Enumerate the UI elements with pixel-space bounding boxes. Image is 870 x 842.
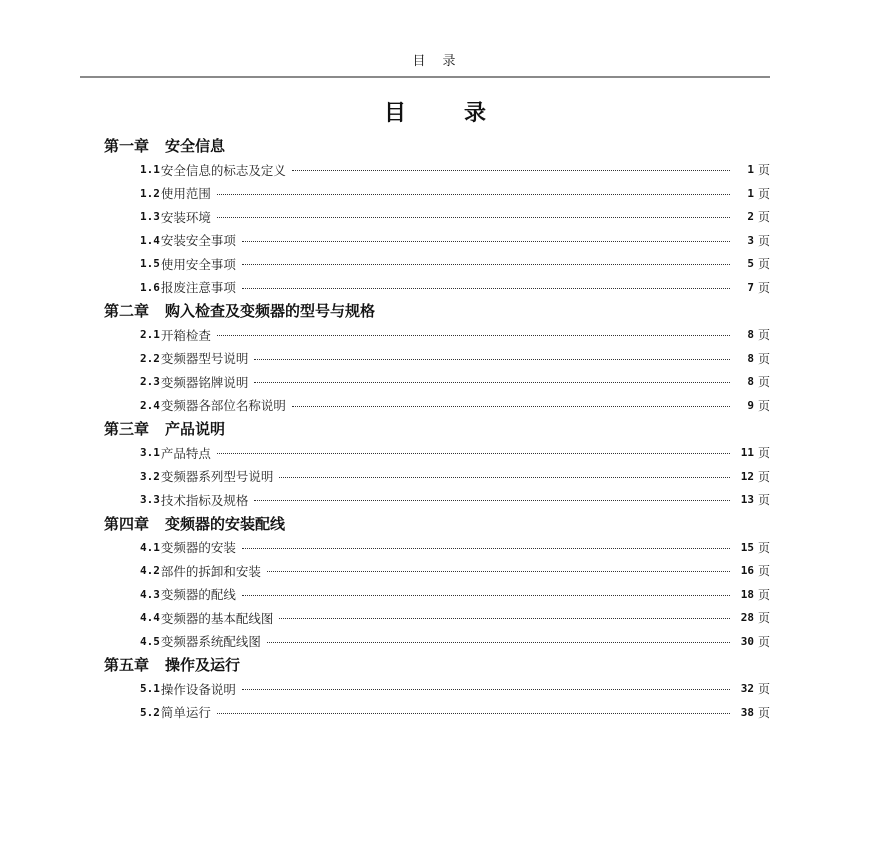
page-unit: 页 [757, 280, 770, 295]
page-unit: 页 [757, 634, 770, 649]
chapter-heading[interactable] [104, 134, 770, 158]
page-unit: 页 [757, 186, 770, 201]
page-unit: 页 [757, 493, 770, 508]
page-number: 18 [740, 587, 754, 601]
page-unit: 页 [757, 469, 770, 484]
page-unit: 页 [757, 351, 770, 366]
page-number: 15 [740, 540, 754, 554]
dot-leader [242, 241, 730, 242]
chapter-title: 操作及运行 [165, 656, 241, 674]
toc-entry[interactable] [104, 205, 770, 229]
table-of-contents [104, 134, 770, 724]
section-number: 2.4 [140, 398, 160, 412]
page-unit: 页 [757, 233, 770, 248]
dot-leader [254, 500, 730, 501]
dot-leader [292, 406, 730, 407]
toc-entry[interactable] [104, 394, 770, 418]
section-number: 3.1 [140, 446, 160, 460]
toc-entry[interactable] [104, 559, 770, 583]
dot-leader [292, 170, 730, 171]
section-number: 2.1 [140, 328, 160, 342]
section-number: 2.2 [140, 351, 160, 365]
section-number: 4.1 [140, 540, 160, 554]
chapter-number: 第五章 [104, 656, 150, 674]
page-number: 11 [740, 446, 754, 460]
chapter-title: 产品说明 [165, 420, 226, 438]
toc-entry[interactable] [104, 252, 770, 276]
section-number: 1.2 [140, 186, 160, 200]
section-title: 变频器的安装 [160, 540, 236, 556]
section-number: 1.4 [140, 233, 160, 247]
page-number: 5 [747, 257, 754, 271]
chapter-title: 变频器的安装配线 [165, 514, 286, 533]
chapter-heading[interactable] [104, 417, 770, 441]
page-title-right: 录 [464, 101, 487, 126]
dot-leader [217, 217, 730, 218]
dot-leader [217, 335, 730, 336]
page-number: 9 [747, 398, 754, 412]
section-title: 变频器的基本配线图 [160, 610, 274, 626]
page-number: 38 [740, 705, 754, 719]
dot-leader [267, 642, 730, 643]
section-title: 部件的拆卸和安装 [160, 563, 261, 579]
section-title: 报废注意事项 [160, 280, 236, 296]
dot-leader [242, 689, 730, 690]
page-unit: 页 [757, 682, 770, 697]
toc-entry[interactable] [104, 536, 770, 560]
chapter-heading[interactable] [104, 653, 770, 677]
section-number: 1.1 [140, 163, 160, 177]
toc-entry[interactable] [104, 347, 770, 371]
page-number: 12 [740, 469, 754, 483]
page-unit: 页 [757, 705, 770, 720]
toc-entry[interactable] [104, 182, 770, 206]
section-title: 安装安全事项 [160, 233, 236, 249]
toc-entry[interactable] [104, 465, 770, 489]
section-title: 变频器系统配线图 [160, 634, 261, 650]
page-unit: 页 [757, 540, 770, 555]
toc-entry[interactable] [104, 323, 770, 347]
section-title: 技术指标及规格 [160, 492, 249, 508]
page-number: 3 [747, 233, 754, 247]
chapter-number: 第一章 [104, 137, 150, 155]
toc-entry[interactable] [104, 370, 770, 394]
dot-leader [242, 548, 730, 549]
toc-entry[interactable] [104, 441, 770, 465]
section-title: 使用安全事项 [160, 256, 236, 272]
chapter-number: 第二章 [104, 302, 150, 320]
section-title: 变频器型号说明 [160, 351, 249, 367]
section-number: 1.3 [140, 210, 160, 224]
page-number: 16 [740, 564, 754, 578]
section-number: 1.6 [140, 280, 160, 294]
page-number: 28 [740, 611, 754, 625]
section-title: 变频器系列型号说明 [160, 469, 274, 485]
page-unit: 页 [757, 398, 770, 413]
chapter-title: 购入检查及变频器的型号与规格 [165, 302, 376, 320]
dot-leader [242, 264, 730, 265]
section-title: 变频器的配线 [160, 587, 236, 603]
page-title [0, 96, 870, 127]
page-number: 8 [747, 328, 754, 342]
dot-leader [254, 359, 730, 360]
page-number: 8 [747, 351, 754, 365]
page-title-left: 目 [383, 101, 406, 126]
page-unit: 页 [757, 210, 770, 225]
toc-entry[interactable] [104, 630, 770, 654]
chapter-number: 第四章 [104, 514, 150, 533]
section-title: 开箱检查 [160, 327, 211, 343]
chapter-heading[interactable] [104, 512, 770, 536]
page-number: 13 [740, 493, 754, 507]
dot-leader [267, 571, 730, 572]
chapter-number: 第三章 [104, 420, 150, 438]
page-number: 2 [747, 210, 754, 224]
page-unit: 页 [757, 446, 770, 461]
dot-leader [242, 288, 730, 289]
dot-leader [217, 713, 730, 714]
page-unit: 页 [757, 257, 770, 272]
dot-leader [217, 453, 730, 454]
toc-entry[interactable] [104, 488, 770, 512]
page-unit: 页 [757, 611, 770, 626]
page-number: 32 [740, 682, 754, 696]
toc-entry[interactable] [104, 701, 770, 725]
section-number: 3.2 [140, 469, 160, 483]
toc-entry[interactable] [104, 583, 770, 607]
section-number: 3.3 [140, 493, 160, 507]
section-number: 5.1 [140, 682, 160, 696]
section-number: 4.5 [140, 634, 160, 648]
page-unit: 页 [757, 163, 770, 178]
page-number: 30 [740, 634, 754, 648]
toc-entry[interactable] [104, 229, 770, 253]
section-number: 5.2 [140, 705, 160, 719]
chapter-title: 安全信息 [165, 137, 226, 155]
section-title: 操作设备说明 [160, 681, 236, 697]
dot-leader [242, 595, 730, 596]
section-number: 2.3 [140, 375, 160, 389]
toc-entry[interactable] [104, 276, 770, 300]
dot-leader [254, 382, 730, 383]
page-unit: 页 [757, 564, 770, 579]
page-unit: 页 [757, 587, 770, 602]
toc-entry[interactable] [104, 677, 770, 701]
section-title: 变频器铭牌说明 [160, 374, 249, 390]
dot-leader [279, 618, 730, 619]
toc-entry[interactable] [104, 606, 770, 630]
page-unit: 页 [757, 328, 770, 343]
section-number: 4.2 [140, 564, 160, 578]
page-number: 7 [747, 280, 754, 294]
section-number: 4.4 [140, 611, 160, 625]
toc-entry[interactable] [104, 158, 770, 182]
section-title: 安装环境 [160, 209, 211, 225]
header-rule [80, 76, 770, 78]
section-title: 使用范围 [160, 186, 211, 202]
section-title: 变频器各部位名称说明 [160, 398, 286, 414]
section-title: 产品特点 [160, 445, 211, 461]
page-number: 1 [747, 186, 754, 200]
section-title: 安全信息的标志及定义 [160, 162, 286, 178]
page-unit: 页 [757, 375, 770, 390]
dot-leader [217, 194, 730, 195]
running-header: 目 录 [412, 54, 458, 69]
section-title: 简单运行 [160, 705, 211, 721]
section-number: 4.3 [140, 587, 160, 601]
section-number: 1.5 [140, 257, 160, 271]
dot-leader [279, 477, 730, 478]
page-number: 8 [747, 375, 754, 389]
page-number: 1 [747, 163, 754, 177]
chapter-heading[interactable] [104, 299, 770, 323]
